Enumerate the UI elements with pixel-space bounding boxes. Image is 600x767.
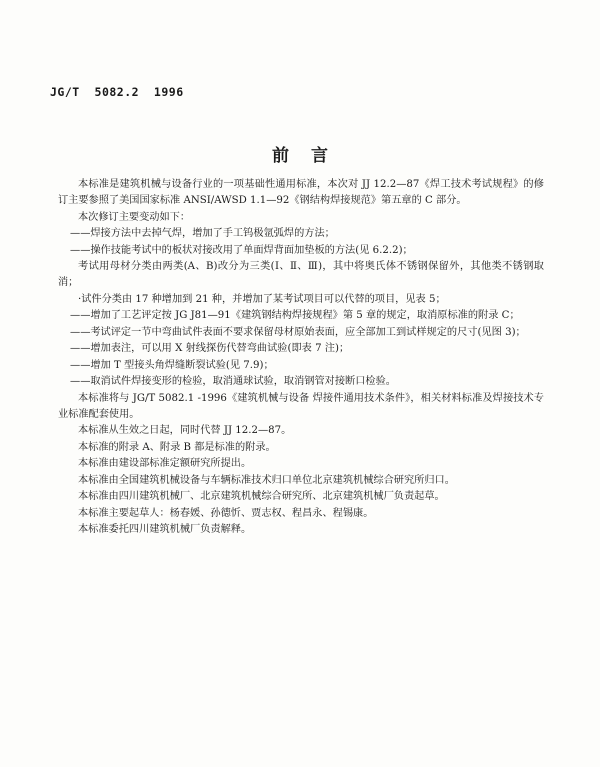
- paragraph-drafters: 本标准主要起草人：杨春媛、孙德忻、贾志权、程昌永、程锡康。: [78, 507, 374, 519]
- paragraph-drafted-by: 本标准由四川建筑机械厂、北京建筑机械综合研究所、北京建筑机械厂负责起草。: [78, 491, 445, 503]
- paragraph-intro: 本标准是建筑机械与设备行业的一项基础性通用标准，本次对 JJ 12.2—87《焊工技术考试规程》的修订主要参照了美国国家标准 ANSI/AWSD 1.1—92《钢结构焊接规范》第五章的 C 部分。: [58, 179, 544, 207]
- standard-number: JG/T 5082.2 1996: [50, 85, 184, 99]
- change-item: ·试件分类由 17 种增加到 21 种，并增加了某考试项目可以代替的项目，见表 5；: [78, 293, 446, 305]
- change-item: ——增加了工艺评定按 JG J81—91《建筑钢结构焊接规程》第 5 章的规定，取消原标准的附录 C；: [70, 310, 520, 322]
- paragraph-related-standards: 本标准将与 JG/T 5082.1 -1996《建筑机械与设备 焊接件通用技术条件》，相关材料标准及焊接技术专业标准配套使用。: [58, 392, 544, 420]
- paragraph-supersedes: 本标准从生效之日起，同时代替 JJ 12.2—87。: [78, 425, 292, 437]
- paragraph-managed-by: 本标准由全国建筑机械设备与车辆标准技术归口单位北京建筑机械综合研究所归口。: [78, 474, 455, 486]
- change-item: ——焊接方法中去掉气焊，增加了手工钨极氩弧焊的方法；: [70, 228, 335, 240]
- change-item: ——考试评定一节中弯曲试件表面不要求保留母材原始表面，应全部加工到试样规定的尺寸(见图 3)；: [70, 326, 526, 338]
- paragraph-interpretation: 本标准委托四川建筑机械厂负责解释。: [78, 524, 252, 535]
- change-item: ——操作技能考试中的板状对接改用了单面焊背面加垫板的方法(见 6.2.2)；: [70, 244, 413, 256]
- change-item: ——增加表注，可以用 X 射线探伤代替弯曲试验(即表 7 注)；: [70, 343, 350, 355]
- paragraph-appendices: 本标准的附录 A、附录 B 都是标准的附录。: [78, 441, 276, 453]
- document-body: [58, 177, 544, 538]
- change-item: ——取消试件焊接变形的检验，取消通球试验，取消钢管对接断口检验。: [70, 376, 396, 388]
- change-item: ——增加 T 型接头角焊缝断裂试验(见 7.9)；: [70, 359, 274, 371]
- paragraph-changes-heading: 本次修订主要变动如下：: [78, 211, 191, 223]
- change-item: 考试用母材分类由两类(A、B)改分为三类(Ⅰ、Ⅱ、Ⅲ)，其中将奥氏体不锈钢保留外，其他类不锈钢取消；: [58, 261, 544, 289]
- page-title: 前言: [272, 146, 350, 166]
- paragraph-proposed-by: 本标准由建设部标准定额研究所提出。: [78, 458, 252, 470]
